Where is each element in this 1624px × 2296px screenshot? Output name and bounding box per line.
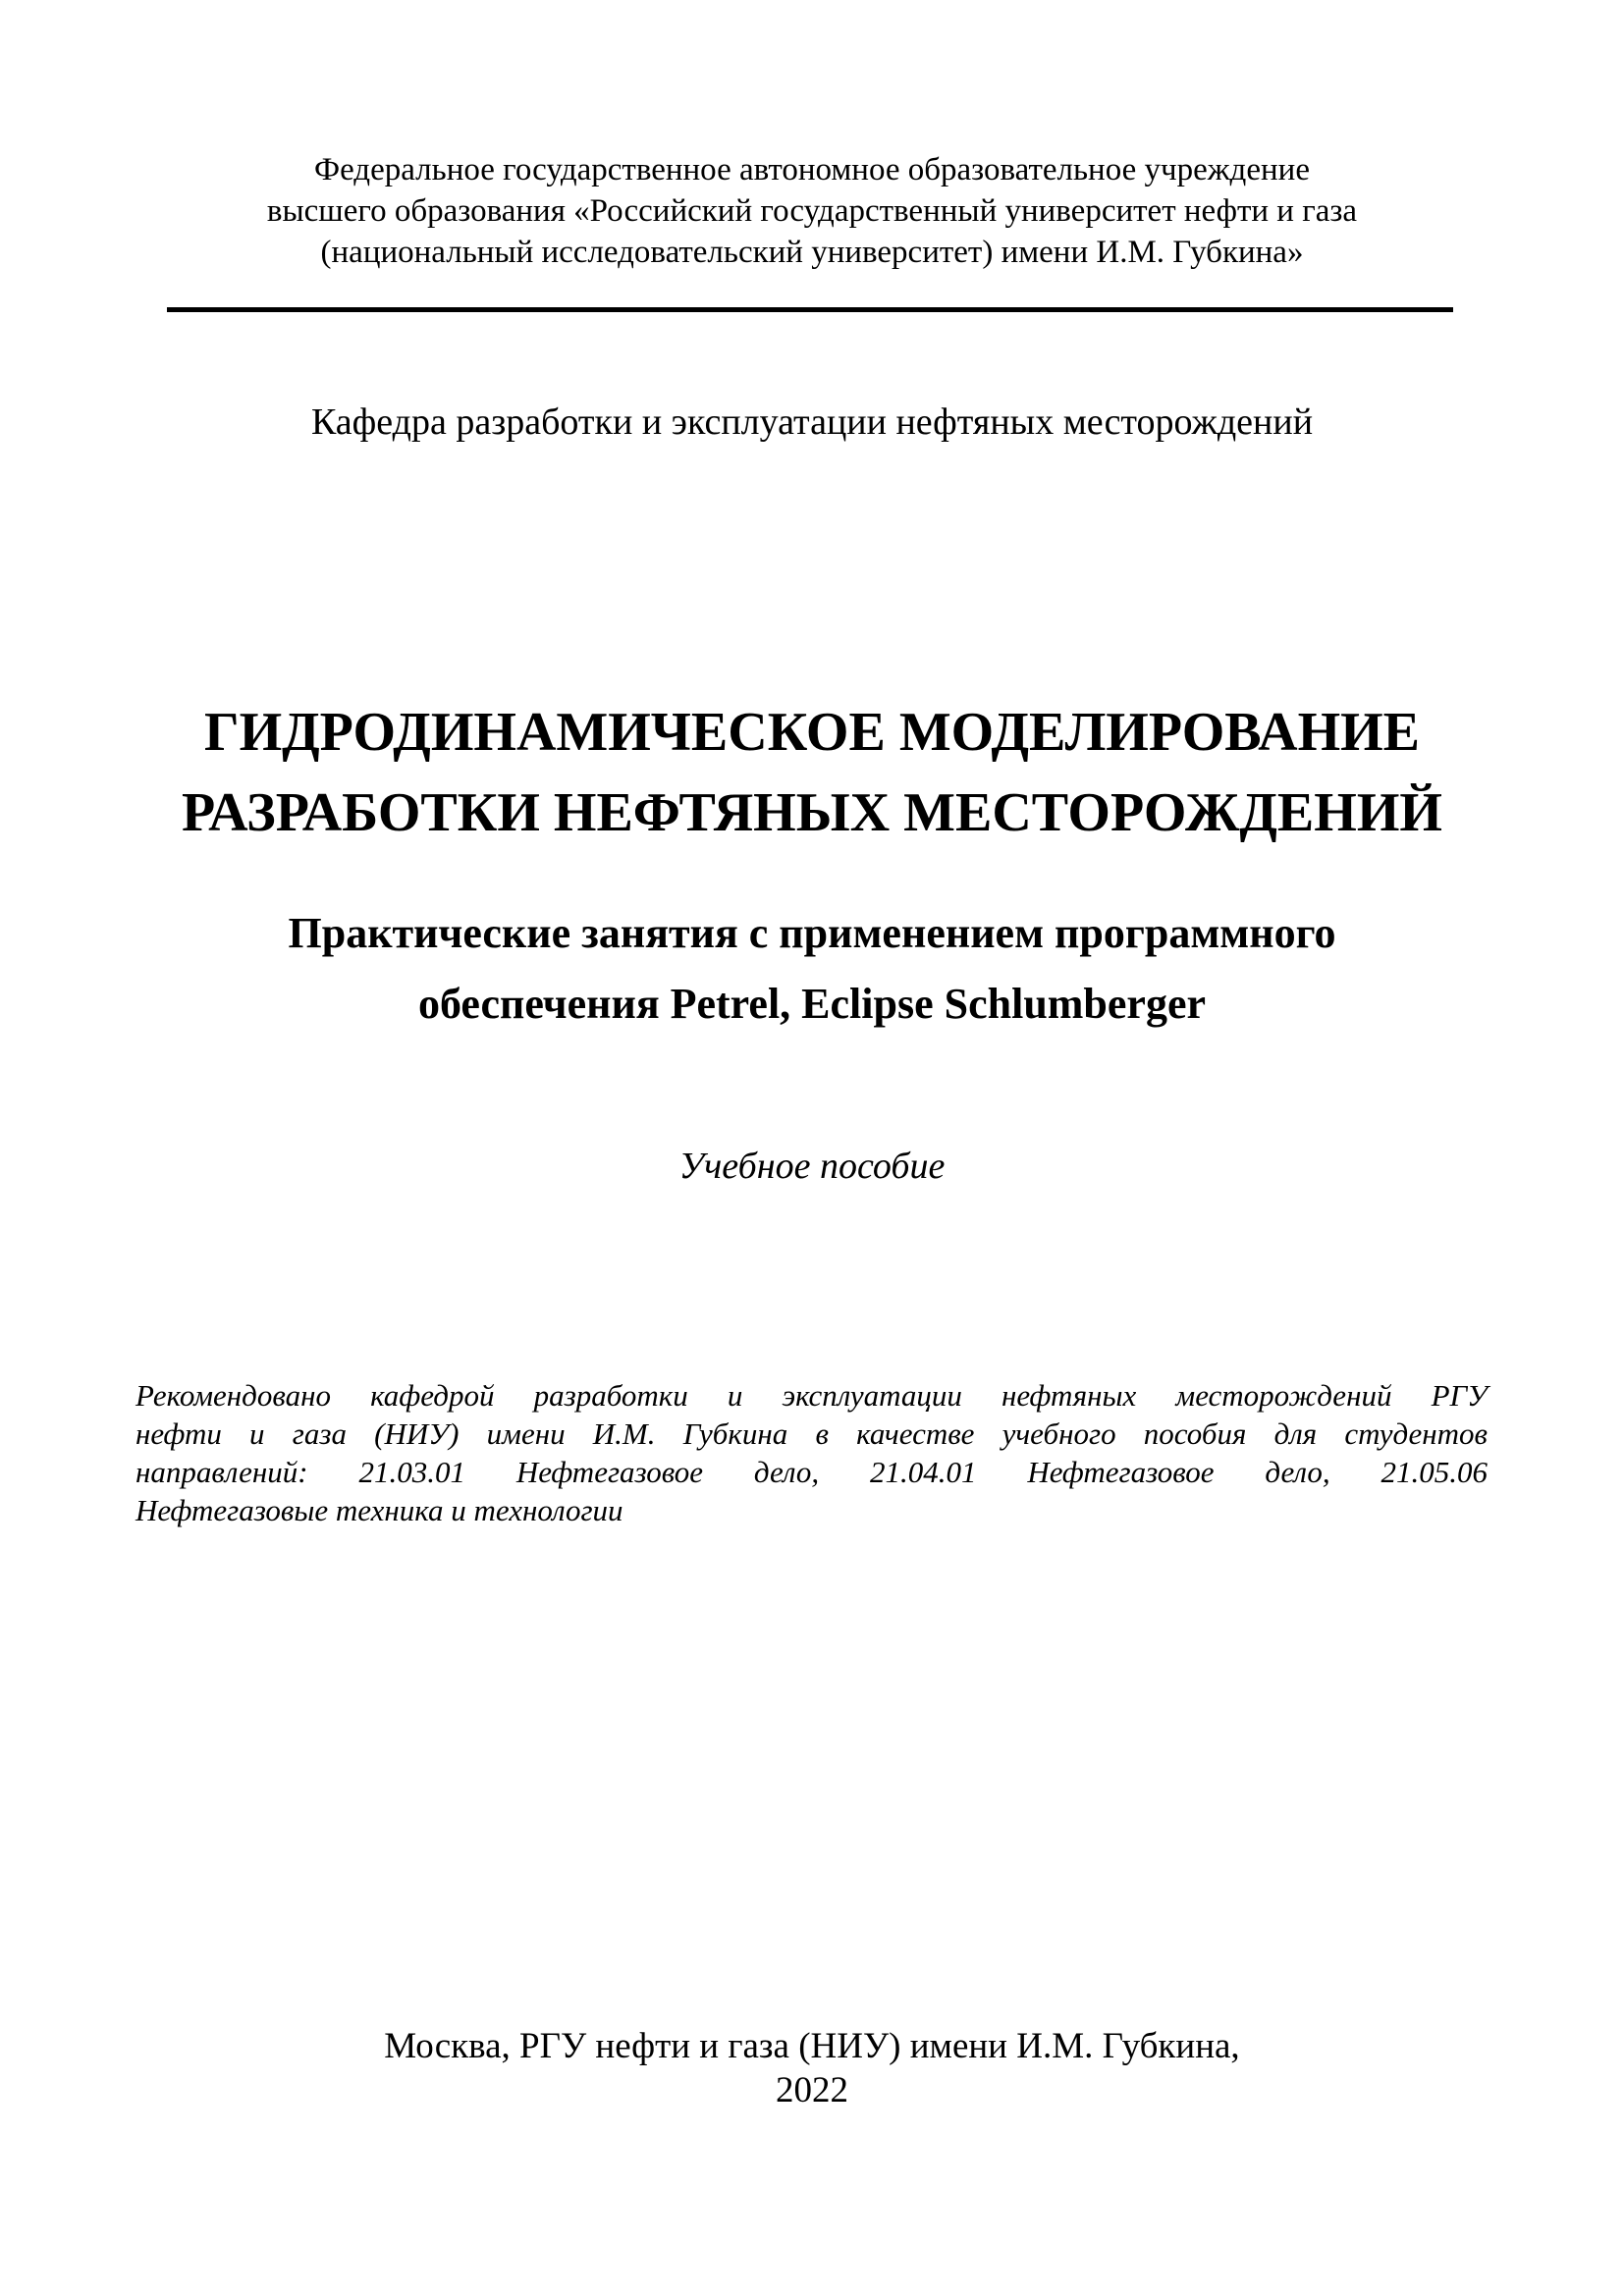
recommendation-line: нефти и газа (НИУ) имени И.М. Губкина в качестве учебного пособия для студентов (135, 1416, 1488, 1451)
document-subtitle (0, 898, 1624, 1040)
institution-line-1: Федеральное государственное автономное образовательное учреждение (314, 152, 1310, 187)
department-name: Кафедра разработки и эксплуатации нефтяных месторождений (310, 401, 1314, 443)
document-title (0, 692, 1624, 853)
institution-line-3: (национальный исследовательский университет) имени И.М. Губкина» (320, 235, 1304, 270)
institution-line-2: высшего образования «Российский государственный университет нефти и газа (266, 193, 1358, 229)
document-subtitle-line-2: обеспечения Petrel, Eclipse Schlumberger (417, 980, 1207, 1028)
document-title-line-2: РАЗРАБОТКИ НЕФТЯНЫХ МЕСТОРОЖДЕНИЙ (182, 782, 1442, 843)
recommendation-line: направлений: 21.03.01 Нефтегазовое дело, 21.04.01 Нефтегазовое дело, 21.05.06 (135, 1455, 1488, 1489)
header-divider-rule (167, 307, 1453, 312)
institution-header (0, 149, 1624, 273)
document-title-line-1: ГИДРОДИНАМИЧЕСКОЕ МОДЕЛИРОВАНИЕ (203, 702, 1421, 763)
recommendation-paragraph (135, 1376, 1488, 1529)
imprint (0, 2024, 1624, 2112)
recommendation-line: Рекомендовано кафедрой разработки и эксплуатации нефтяных месторождений РГУ (135, 1378, 1488, 1413)
recommendation-line: Нефтегазовые техника и технологии (135, 1493, 623, 1527)
document-subtitle-line-1: Практические занятия с применением программного (288, 909, 1336, 957)
document-type-label: Учебное пособие (678, 1146, 946, 1187)
imprint-year: 2022 (776, 2070, 848, 2110)
imprint-city-line: Москва, РГУ нефти и газа (НИУ) имени И.М. Губкина, (384, 2026, 1240, 2066)
